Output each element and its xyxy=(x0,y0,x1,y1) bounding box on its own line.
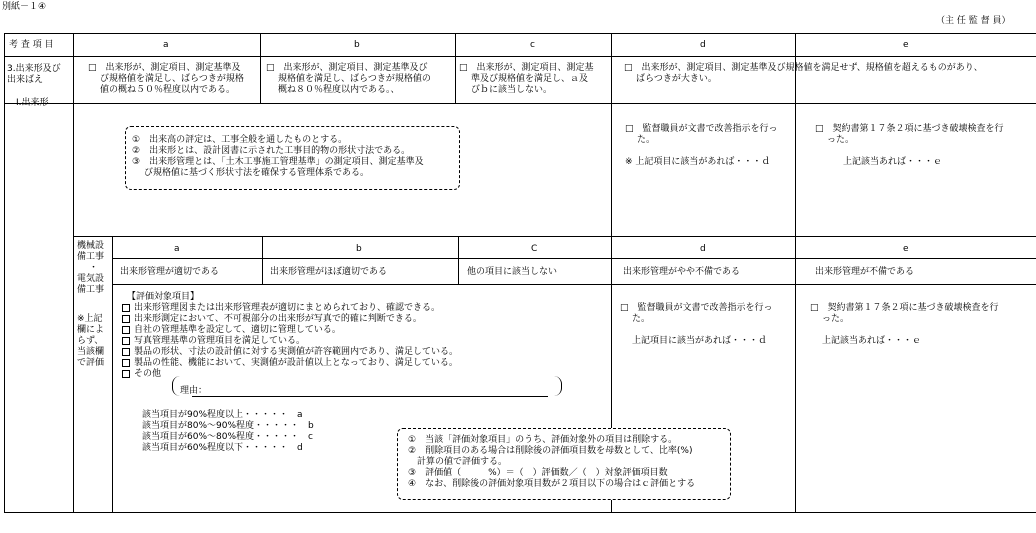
checkbox[interactable] xyxy=(122,370,130,378)
checkbox[interactable] xyxy=(122,348,130,356)
reason-label: 理由： xyxy=(180,386,208,396)
checkbox[interactable] xyxy=(122,359,130,367)
evaluator-label: （主 任 監 督 員） xyxy=(936,16,1011,26)
criteria-a: □ 出来形が、測定項目、測定基準及 び規格値を満足し、ばらつきが規格 値の概ね５０％程度以内である。 xyxy=(88,63,244,95)
eval-item: 製品の性能、機能において、実測値が設計値以上となっており、満足している。 xyxy=(122,358,458,369)
notes-box-2: ① 当該「評価対象項目」のうち、評価対象外の項目は削除する。 ② 削除項目のある場合は削除後の評価項目数を母数として、比率(%) 計算の値で評価する。 ③ 評価値（ %）＝（ ）評価数／（ ）対象評価項目数 ④ なお、削除後の評価対象項目数が２項目以下の場合はｃ評価とする xyxy=(397,428,731,500)
eval-item: 写真管理基準の管理項目を満足している。 xyxy=(122,336,458,347)
criteria2-d: □ 監督職員が文書で改善指示を行っ た。 上記項目に該当があれば・・・ｄ xyxy=(620,303,773,346)
eval-item: その他 xyxy=(122,369,458,380)
criteria-d-2: □ 監督職員が文書で改善指示を行っ た。 ※ 上記項目に該当があれば・・・ｄ xyxy=(625,124,778,167)
section-title-2: 出来ばえ xyxy=(7,75,44,85)
checkbox[interactable] xyxy=(122,304,130,312)
grade-a: 出来形管理が適切である xyxy=(120,267,220,277)
grade-d: 出来形管理がやや不備である xyxy=(623,267,741,277)
side-label: 機械設 備工事 ・ 電気設 備工事 xyxy=(77,241,105,295)
eval-item: 出来形管理図または出来形管理表が適切にまとめられており、確認できる。 xyxy=(122,303,458,314)
checkbox[interactable] xyxy=(122,315,130,323)
grade-e: 出来形管理が不備である xyxy=(815,267,915,277)
reason-underline xyxy=(192,396,548,397)
criteria-e-2: □ 契約書第１７条２項に基づき破壊検査を行 った。 上記該当あれば・・・ｅ xyxy=(815,124,1004,167)
col-header-a: a xyxy=(163,40,169,50)
eval-item: 自社の管理基準を設定して、適切に管理している。 xyxy=(122,325,458,336)
col2-header-c: C xyxy=(531,244,538,254)
side-note: ※上記 欄によ らず、 当該欄 で評価 xyxy=(77,314,105,368)
thresholds: 該当項目が90%程度以上・・・・・ a 該当項目が80%～90%程度・・・・・ b 該当項目が60%～80%程度・・・・・ c 該当項目が60%程度以下・・・・・ d xyxy=(142,410,314,453)
col2-header-b: b xyxy=(356,244,362,254)
criteria-b: □ 出来形が、測定項目、測定基準及び 規格値を満足し、ばらつきが規格値の 概ね８０％程度以内である。、 xyxy=(266,63,431,95)
eval-item: 製品の形状、寸法の設計値に対する実測値が許容範囲内であり、満足している。 xyxy=(122,347,458,358)
criteria-c: □ 出来形が、測定項目、測定基 準及び規格値を満足し、ａ及 びｂに該当しない。 xyxy=(459,63,594,95)
col-header-b: b xyxy=(354,40,360,50)
col-header-d: d xyxy=(700,40,706,50)
eval-item: 出来形測定において、不可視部分の出来形が写真で的確に判断できる。 xyxy=(122,314,458,325)
col2-header-e: e xyxy=(903,244,909,254)
criteria-d: □ 出来形が、測定項目、測定基準及び規格値を満足せず、規格値を超えるものがあり、 ばらつきが大きい。 xyxy=(624,63,983,84)
section-sub: Ⅰ.出来形 xyxy=(16,98,49,108)
col2-header-a: a xyxy=(174,244,180,254)
form-number: 別紙－１④ xyxy=(2,2,47,12)
section-title: 3.出来形及び xyxy=(7,64,61,74)
grade-c: 他の項目に該当しない xyxy=(467,267,558,277)
col2-header-d: d xyxy=(700,244,706,254)
grade-b: 出来形管理がほぼ適切である xyxy=(270,267,388,277)
checkbox[interactable] xyxy=(122,337,130,345)
item-header: 考 査 項 目 xyxy=(9,40,54,50)
col-header-c: c xyxy=(530,40,535,50)
col-header-e: e xyxy=(903,40,909,50)
checkbox[interactable] xyxy=(122,326,130,334)
notes-box-1: ① 出来高の評定は、工事全般を通したものとする。 ② 出来形とは、設計図書に示された工事目的物の形状寸法である。 ③ 出来形管理とは、「土木工事施工管理基準」の測定項目、測定基準及 び規格値に基づく形状寸法を確保する管理体系である。 xyxy=(125,126,460,190)
criteria2-e: □ 契約書第１７条２項に基づき破壊検査を行 った。 上記該当あれば・・・ｅ xyxy=(810,303,999,346)
eval-items xyxy=(122,303,458,380)
eval-title: 【評価対象項目】 xyxy=(127,292,200,302)
reason-bracket xyxy=(172,376,562,396)
